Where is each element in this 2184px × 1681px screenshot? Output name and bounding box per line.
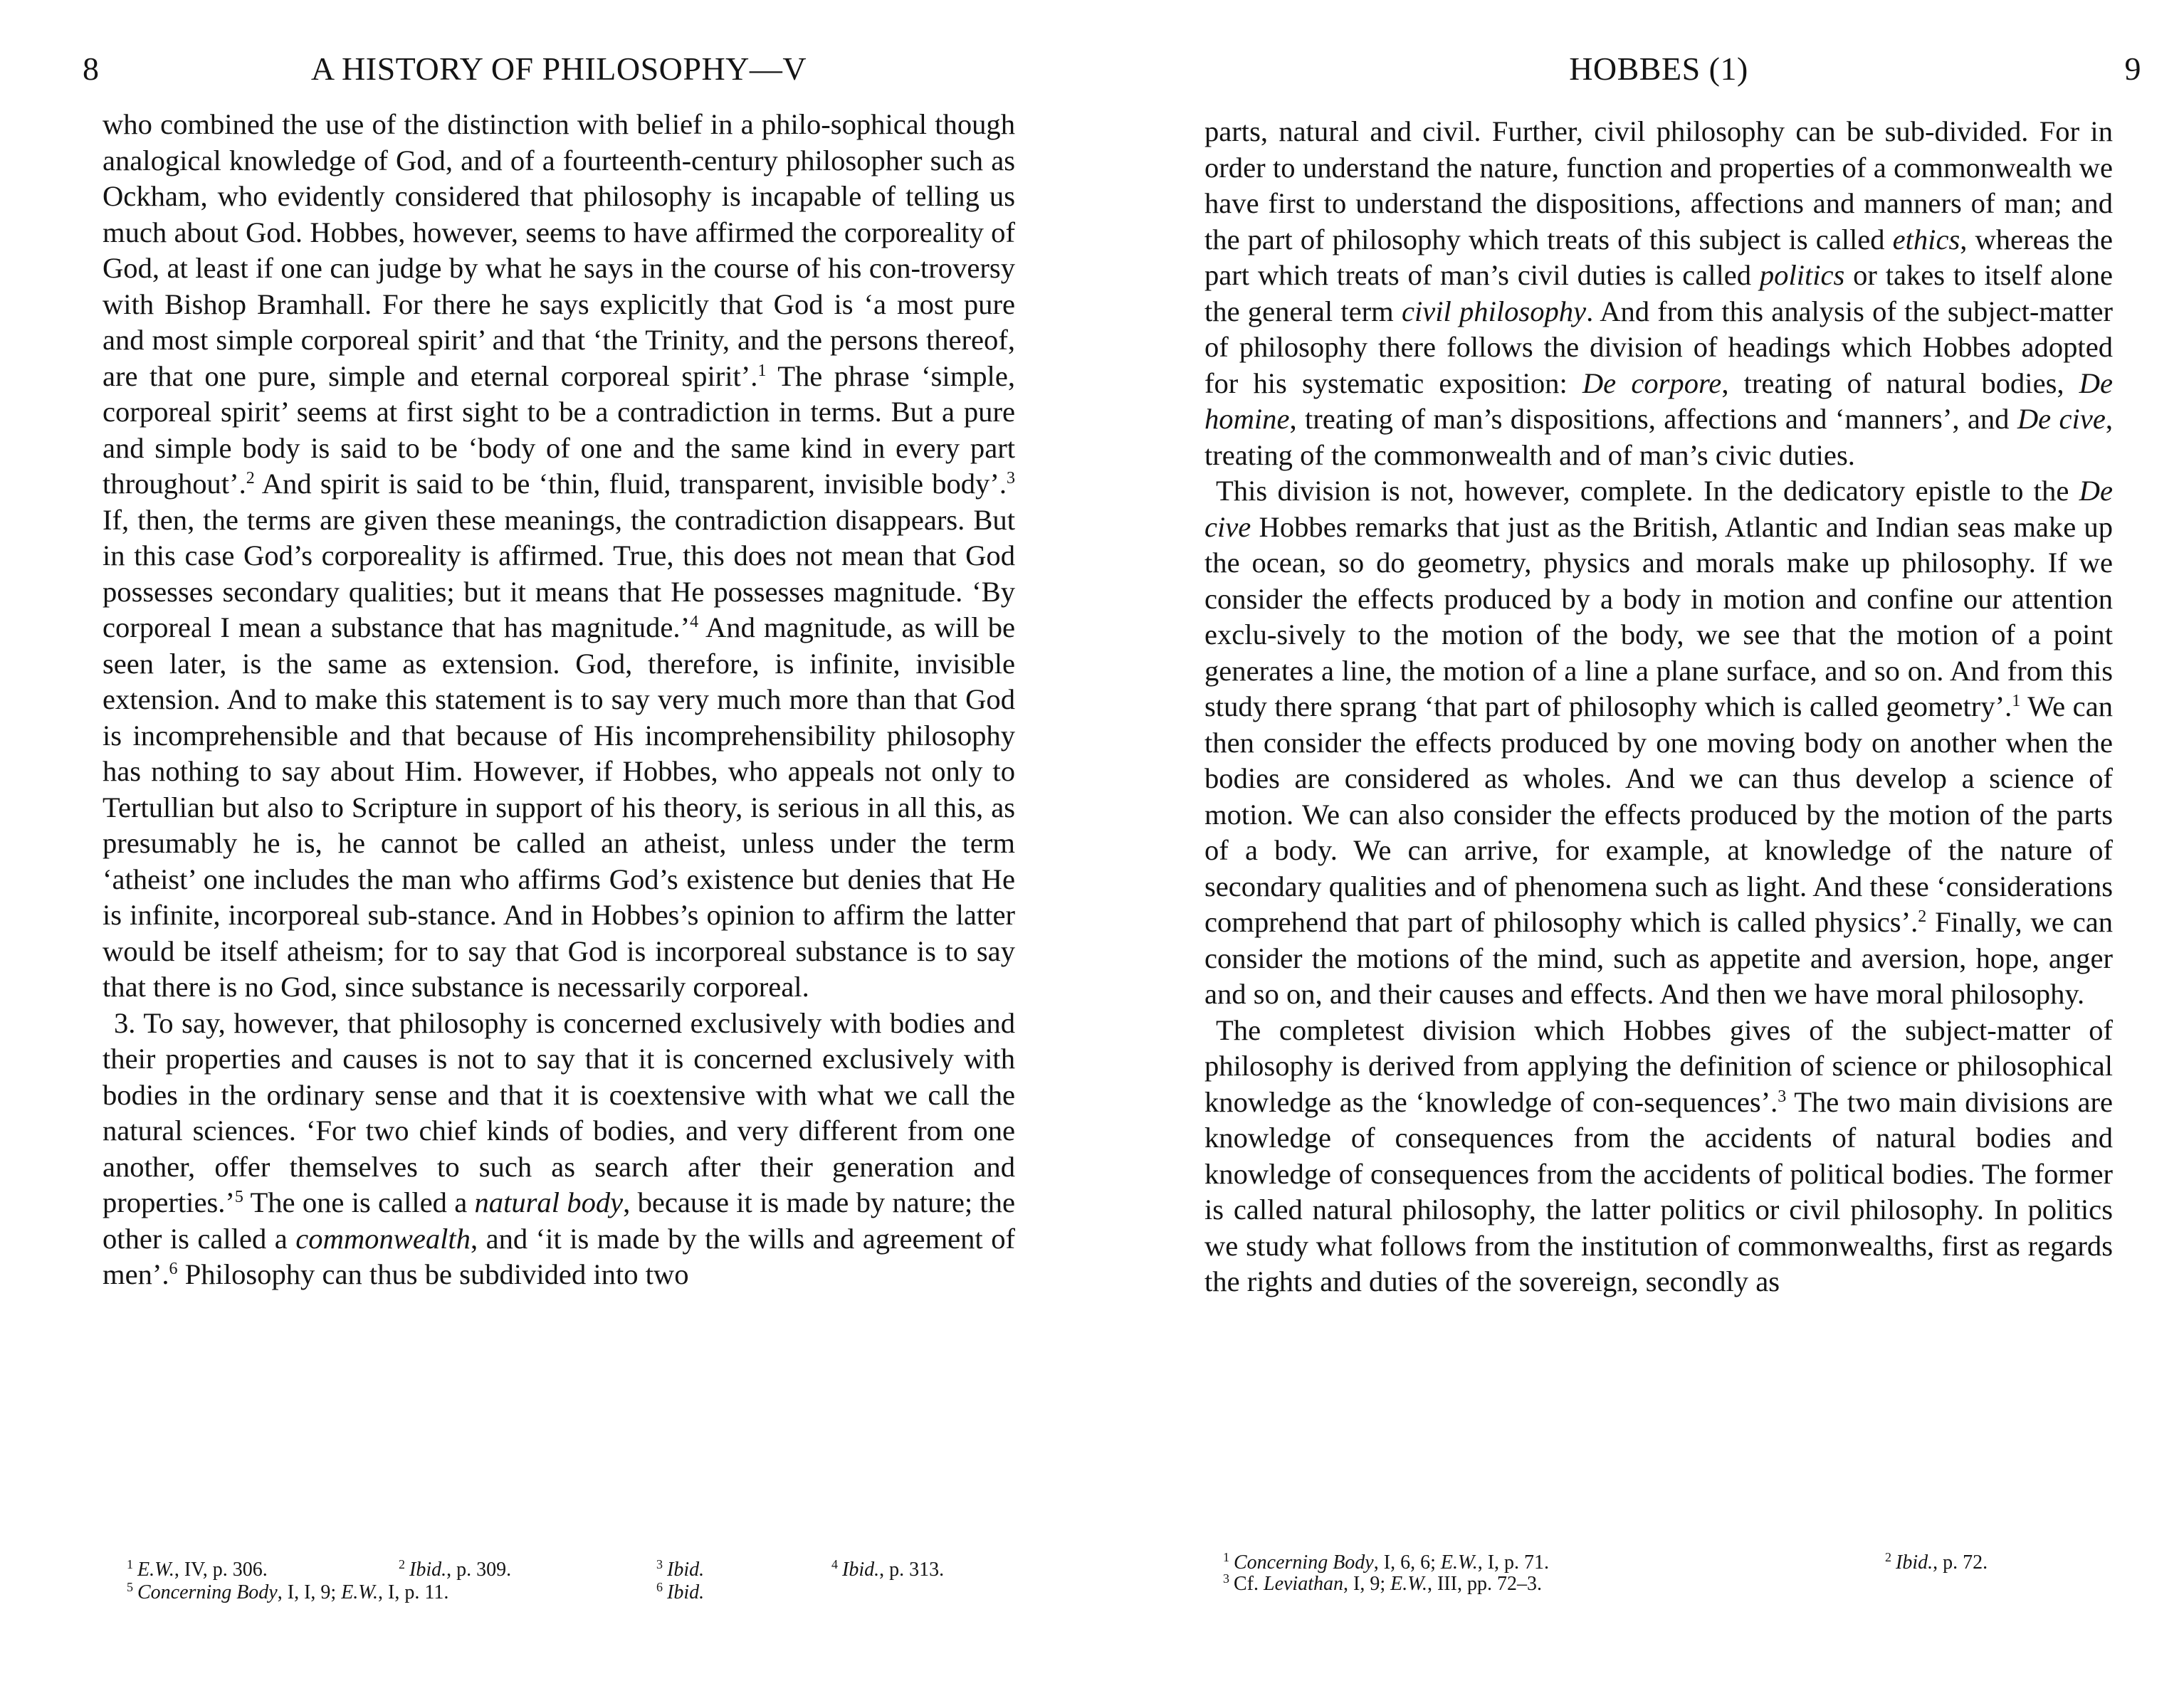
italic-text: Ibid. (667, 1581, 705, 1603)
footnote-reference: 2 (246, 469, 255, 488)
running-head (83, 50, 1015, 93)
italic-text: Concerning Body (1234, 1551, 1374, 1574)
italic-text: De corpore (1582, 367, 1722, 399)
footnote: $^1$ E.W., IV, p. 306. (127, 1557, 268, 1581)
paragraph: 3. To say, however, that philosophy is concerned exclusively with bodies and their properties and causes is not to say that it is concerned exclusively with bodies in the ordinary sense and that it is coextensive with what we call the natural sciences. ‘For two chief kinds of bodies, and very different from one another, offer themselves to such as search after their generation and properties.’$^5$ The one is called a natural body, because it is made by nature; the other is called a commonwealth, and ‘it is made by the wills and agreement of men’.$^6$ Philosophy can thus be subdivided into two (103, 1006, 1015, 1290)
italic-text: Ibid. (842, 1559, 880, 1581)
footnote-mark: 5 (127, 1580, 133, 1594)
italic-text: ethics (1892, 223, 1960, 255)
italic-text: Concerning Body (137, 1581, 278, 1603)
page-number: 8 (83, 51, 100, 87)
footnote-mark: 3 (1223, 1571, 1229, 1586)
footnote-reference: 3 (1007, 469, 1015, 488)
paragraph: parts, natural and civil. Further, civil philosophy can be sub-divided. For in order to understand the nature, function and properties of a commonwealth we have first to understand the dispositions, affections and manners of man; and the part of philosophy which treats of this subject is called ethics, whereas the part which treats of man’s civil duties is called politics or takes to itself alone the general term civil philosophy. And from this analysis of the subject-matter of philosophy there follows the division of headings which Hobbes adopted for his systematic exposition: De corpore, treating of natural bodies, De homine, treating of man’s dispositions, affections and ‘manners’, and De cive, treating of the commonwealth and of man’s civic duties. (1204, 115, 2114, 471)
page-body (1204, 114, 2113, 1300)
italic-text: Ibid. (409, 1559, 447, 1581)
italic-text: natural body (474, 1186, 624, 1218)
footnote-mark: 2 (399, 1557, 405, 1571)
footnote-reference: 5 (234, 1188, 243, 1206)
footnote-reference: 6 (169, 1260, 178, 1278)
italic-text: civil philosophy (1401, 295, 1587, 327)
italic-text: politics (1759, 259, 1845, 291)
paragraph: This division is not, however, complete. In the dedicatory epistle to the De cive Hobbes remarks that just as the British, Atlantic and Indian seas make up the ocean, so do geometry, physics and morals make up philosophy. If we consider the effects produced by a body in motion and confine our attention exclu-sively to the motion of the body, we see that the motion of a point generates a line, the motion of a line a plane surface, and so on. And from this study there sprang ‘that part of philosophy which is called geometry’.$^1$ We can then consider the effects produced by one moving body on another when the bodies are considered as wholes. And we can thus develop a science of motion. We can also consider the effects produced by the motion of the parts of a body. We can arrive, for example, at knowledge of the nature of secondary qualities and of phenomena such as light. And these ‘considerations comprehend that part of philosophy which is called physics’.$^2$ Finally, we can consider the motions of the mind, such as appetite and aversion, hope, anger and so on, and their causes and effects. And then we have moral philosophy. (1204, 475, 2113, 1010)
footnote-mark: 4 (831, 1557, 838, 1571)
paragraph: who combined the use of the distinction with belief in a philo-sophical though analogical knowledge of God, and of a fourteenth-century philosopher such as Ockham, who evidently considered that philosophy is incapable of telling us much about God. Hobbes, however, seems to have affirmed the corporeality of God, at least if one can judge by what he says in the course of his con-troversy with Bishop Bramhall. For there he says explicitly that God is ‘a most pure and most simple corporeal spirit’ and that ‘the Trinity, and the persons thereof, are that one pure, simple and eternal corporeal spirit’.$^1$ The phrase ‘simple, corporeal spirit’ seems at first sight to be a contradiction in terms. But a pure and simple body is said to be ‘body of one and the same kind in every part throughout’.$^2$ And spirit is said to be ‘thin, fluid, transparent, invisible body’.$^3$ If, then, the terms are given these meanings, the contradiction disappears. But in this case God’s corporeality is affirmed. True, this does not mean that God possesses secondary qualities; but it means that He possesses magnitude. ‘By corporeal I mean a substance that has magnitude.’$^4$ And magnitude, as will be seen later, is the same as extension. God, therefore, is infinite, invisible extension. And to make this statement is to say very much more than that God is incomprehensible and that because of His incomprehensibility philosophy has nothing to say about Him. However, if Hobbes, who appeals not only to Tertullian but also to Scripture in support of his theory, is serious in all this, as presumably he is, he cannot be called an atheist, unless under the term ‘atheist’ one includes the man who affirms God’s existence but denies that He is infinite, incorporeal sub-stance. And in Hobbes’s opinion to affirm the latter would be itself atheism; for to say that God is incorporeal substance is to say that there is no God, since substance is necessarily corporeal. (103, 108, 1016, 1003)
page-number: 9 (2124, 51, 2141, 87)
footnote: $^4$ Ibid., p. 313. (831, 1557, 945, 1581)
footnote-reference: 4 (690, 613, 699, 631)
italic-text: De cive (2017, 403, 2106, 435)
footnote-reference: 3 (1778, 1087, 1787, 1106)
paragraph: The completest division which Hobbes gives of the subject-matter of philosophy is derived from applying the definition of science or philosophical knowledge as the ‘knowledge of con-sequences’.$^3$ The two main divisions are knowledge of consequences from the accidents of natural bodies and knowledge of consequences from the accidents of political bodies. The former is called natural philosophy, the latter politics or civil philosophy. In politics we study what follows from the institution of commonwealths, first as regards the rights and duties of the sovereign, secondly as (1204, 1013, 2113, 1297)
footnote-reference: 2 (1918, 907, 1927, 926)
running-head-title: A HISTORY OF PHILOSOPHY—V (310, 51, 807, 87)
page-body (103, 107, 1015, 1293)
footnote-mark: 1 (1223, 1550, 1229, 1564)
italic-text: E.W. (137, 1559, 174, 1581)
footnote: $^2$ Ibid., p. 72. (1885, 1550, 1988, 1574)
running-head (1204, 50, 2141, 93)
italic-text: Leviathan (1264, 1573, 1343, 1595)
italic-text: De homine (1204, 367, 2113, 435)
footnote: $^3$ Cf. Leviathan, I, 9; E.W., III, pp. 72–3. (1223, 1571, 1542, 1595)
italic-text: commonwealth (295, 1222, 471, 1255)
italic-text: Ibid. (1896, 1551, 1933, 1574)
running-head-title: HOBBES (1) (1569, 51, 1748, 87)
footnote (656, 1576, 704, 1604)
footnote-mark: 2 (1885, 1550, 1891, 1564)
italic-text: De cive (1204, 475, 2113, 543)
italic-text: E.W. (341, 1581, 379, 1603)
italic-text: E.W. (1440, 1551, 1478, 1574)
footnote: $^1$ Concerning Body, I, 6, 6; E.W., I, p. 71. (1223, 1550, 1550, 1574)
italic-text: Ibid. (667, 1559, 705, 1581)
footnote-mark: 1 (127, 1557, 133, 1571)
footnote-mark: 6 (656, 1580, 663, 1594)
italic-text: E.W. (1390, 1573, 1427, 1595)
footnote: $^5$ Concerning Body, I, I, 9; E.W., I, p. 11. (127, 1580, 449, 1603)
footnote-mark: 3 (656, 1557, 663, 1571)
footnote: $^2$ Ibid., p. 309. (399, 1557, 512, 1581)
footnote-reference: 1 (757, 361, 767, 380)
footnote-reference: 1 (2012, 692, 2021, 710)
